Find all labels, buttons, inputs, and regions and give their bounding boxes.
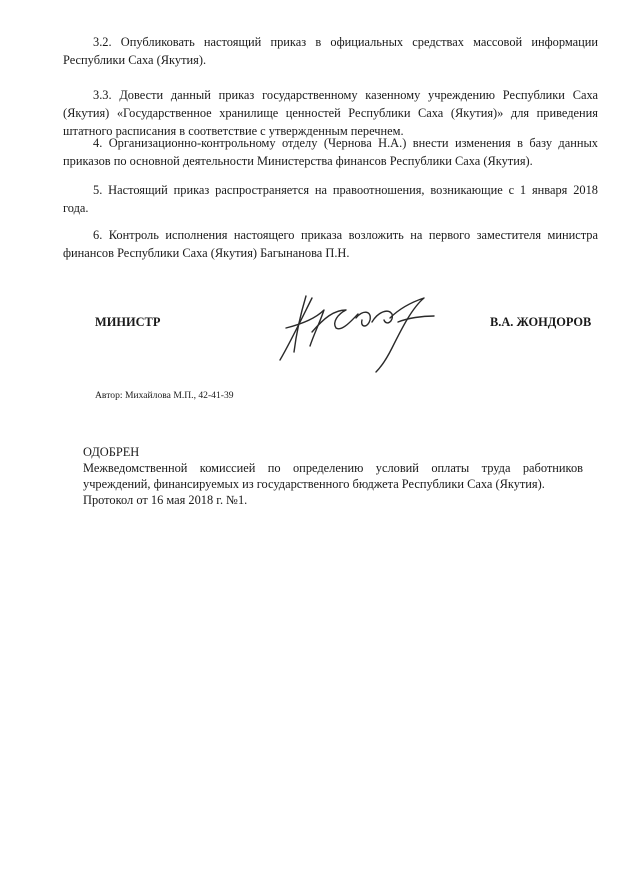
signature-block [0, 288, 640, 378]
approval-block [83, 444, 583, 508]
signatory-name: В.А. ЖОНДОРОВ [490, 315, 592, 329]
handwritten-signature [272, 288, 442, 378]
paragraph-4: 4. Организационно-контрольному отделу (Чернова Н.А.) внести изменения в базу данных приказов по основной деятельности Министерства финансов Республики Саха (Якутия). [63, 136, 598, 168]
paragraph-3-2: 3.2. Опубликовать настоящий приказ в официальных средствах массовой информации Республики Саха (Якутия). [63, 35, 598, 67]
approval-protocol: Протокол от 16 мая 2018 г. №1. [83, 493, 248, 507]
approval-heading: ОДОБРЕН [83, 445, 140, 459]
author-line: Автор: Михайлова М.П., 42-41-39 [95, 390, 234, 401]
paragraph-6: 6. Контроль исполнения настоящего приказа возложить на первого заместителя министра финансов Республики Саха (Якутия) Багынанова П.Н. [63, 228, 598, 260]
paragraph-3-3: 3.3. Довести данный приказ государственному казенному учреждению Республики Саха (Якутия) «Государственное хранилище ценностей Республики Саха (Якутия)» для приведения штатного расписания в соответствие с утвержденным перечнем. [63, 88, 598, 138]
approval-body: Межведомственной комиссией по определению условий оплаты труда работников учреждений, финансируемых из государственного бюджета Республики Саха (Якутия). [83, 461, 583, 491]
paragraph-5: 5. Настоящий приказ распространяется на правоотношения, возникающие с 1 января 2018 года. [63, 183, 598, 215]
signatory-title: МИНИСТР [95, 315, 161, 329]
